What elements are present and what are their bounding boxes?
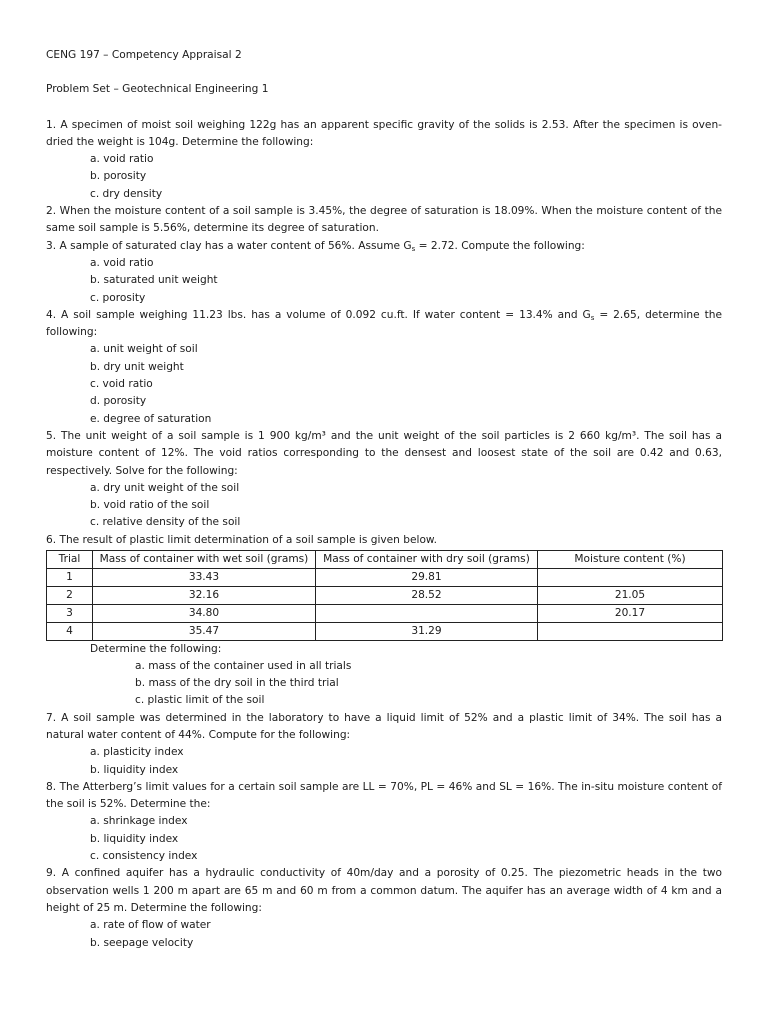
table-cell: 3 — [47, 604, 93, 622]
list-item: a. dry unit weight of the soil — [90, 481, 240, 494]
problem-8: 8. The Atterberg’s limit values for a certain soil sample are LL = 70%, PL = 46% and SL = 16%. The in-situ moisture content of the soil is 52%. Determine the: — [46, 780, 722, 811]
col-header-wet-mass: Mass of container with wet soil (grams) — [93, 551, 316, 569]
list-item: a. rate of flow of water — [90, 919, 211, 932]
list-item: c. consistency index — [90, 850, 198, 863]
list-item: b. mass of the dry soil in the third trial — [135, 677, 339, 690]
list-item: e. degree of saturation — [90, 412, 212, 425]
problem-6: 6. The result of plastic limit determination of a soil sample is given below. — [46, 533, 437, 546]
problem-1: 1. A specimen of moist soil weighing 122g has an apparent specific gravity of the solids is 2.53. After the specimen is oven-dried the weight is 104g. Determine the following: — [46, 118, 722, 148]
problem-8-items — [46, 813, 722, 865]
table-cell: 31.29 — [316, 622, 538, 640]
list-item: a. shrinkage index — [90, 815, 188, 828]
table-cell: 1 — [47, 568, 93, 586]
list-item: b. liquidity index — [90, 832, 179, 845]
list-item: c. plastic limit of the soil — [135, 694, 265, 707]
table-row — [47, 568, 723, 586]
table-cell: 32.16 — [93, 586, 316, 604]
col-header-trial: Trial — [47, 551, 93, 569]
problem-9-items — [46, 917, 722, 952]
table-row — [47, 622, 723, 640]
problem-2: 2. When the moisture content of a soil sample is 3.45%, the degree of saturation is 18.09%. When the moisture content of the same soil sample is 5.56%, determine its degree of saturation. — [46, 205, 722, 235]
table-cell: 2 — [47, 586, 93, 604]
problem-4: 4. A soil sample weighing 11.23 lbs. has a volume of 0.092 cu.ft. If water content = 13.4% and $G_s = 2.65$, determine the following: — [46, 308, 722, 339]
problem-6-items — [46, 658, 722, 710]
plastic-limit-table — [46, 550, 723, 641]
list-item: b. seepage velocity — [90, 936, 194, 949]
table-cell: 34.80 — [93, 604, 316, 622]
problem-1-items — [46, 151, 722, 203]
list-item: c. dry density — [90, 187, 163, 200]
list-item: a. mass of the container used in all trials — [135, 659, 352, 672]
problem-4-items — [46, 341, 722, 427]
list-item: a. void ratio — [90, 256, 154, 269]
problem-3-items — [46, 255, 722, 307]
list-item: b. saturated unit weight — [90, 274, 218, 287]
problem-5-items — [46, 480, 722, 532]
problem-3: 3. A sample of saturated clay has a water content of 56%. Assume $G_s = 2.72$. Compute the following: — [46, 239, 585, 253]
list-item: b. dry unit weight — [90, 360, 184, 373]
table-cell — [538, 568, 723, 586]
table-cell: 35.47 — [93, 622, 316, 640]
list-item: b. liquidity index — [90, 763, 179, 776]
list-item: b. porosity — [90, 170, 147, 183]
col-header-moisture: Moisture content (%) — [538, 551, 723, 569]
table-cell: 28.52 — [316, 586, 538, 604]
table-row — [47, 586, 723, 604]
table-cell — [316, 604, 538, 622]
list-item: c. relative density of the soil — [90, 516, 241, 529]
list-item: d. porosity — [90, 395, 147, 408]
problem-set-title: Problem Set – Geotechnical Engineering 1 — [46, 83, 269, 96]
problem-7-items — [46, 744, 722, 779]
table-cell: 33.43 — [93, 568, 316, 586]
problem-9: 9. A confined aquifer has a hydraulic conductivity of 40m/day and a porosity of 0.25. The piezometric heads in the two observation wells 1 200 m apart are 65 m and 60 m from a common datum. The aquifer has an average width of 4 km and a height of 25 m. Determine the following: — [46, 867, 722, 914]
table-cell: 4 — [47, 622, 93, 640]
list-item: b. void ratio of the soil — [90, 499, 210, 512]
list-item: c. void ratio — [90, 378, 153, 391]
table-cell — [538, 622, 723, 640]
problem-5: 5. The unit weight of a soil sample is 1 900 kg/m³ and the unit weight of the soil particles is 2 660 kg/m³. The soil has a moisture content of 12%. The void ratios corresponding to the densest and loosest state of the soil are 0.42 and 0.63, respectively. Solve for the following: — [46, 429, 722, 477]
col-header-dry-mass: Mass of container with dry soil (grams) — [316, 551, 538, 569]
list-item: a. plasticity index — [90, 746, 184, 759]
list-item: a. unit weight of soil — [90, 343, 198, 356]
course-title: CENG 197 – Competency Appraisal 2 — [46, 49, 242, 61]
table-header-row — [47, 551, 723, 569]
problem-6-determine: Determine the following: — [90, 642, 222, 655]
problem-list — [46, 117, 722, 952]
table-cell: 29.81 — [316, 568, 538, 586]
table-row — [47, 604, 723, 622]
list-item: c. porosity — [90, 291, 146, 304]
list-item: a. void ratio — [90, 153, 154, 166]
table-cell: 21.05 — [538, 586, 723, 604]
table-cell: 20.17 — [538, 604, 723, 622]
problem-7: 7. A soil sample was determined in the laboratory to have a liquid limit of 52% and a plastic limit of 34%. The soil has a natural water content of 44%. Compute for the following: — [46, 711, 722, 741]
